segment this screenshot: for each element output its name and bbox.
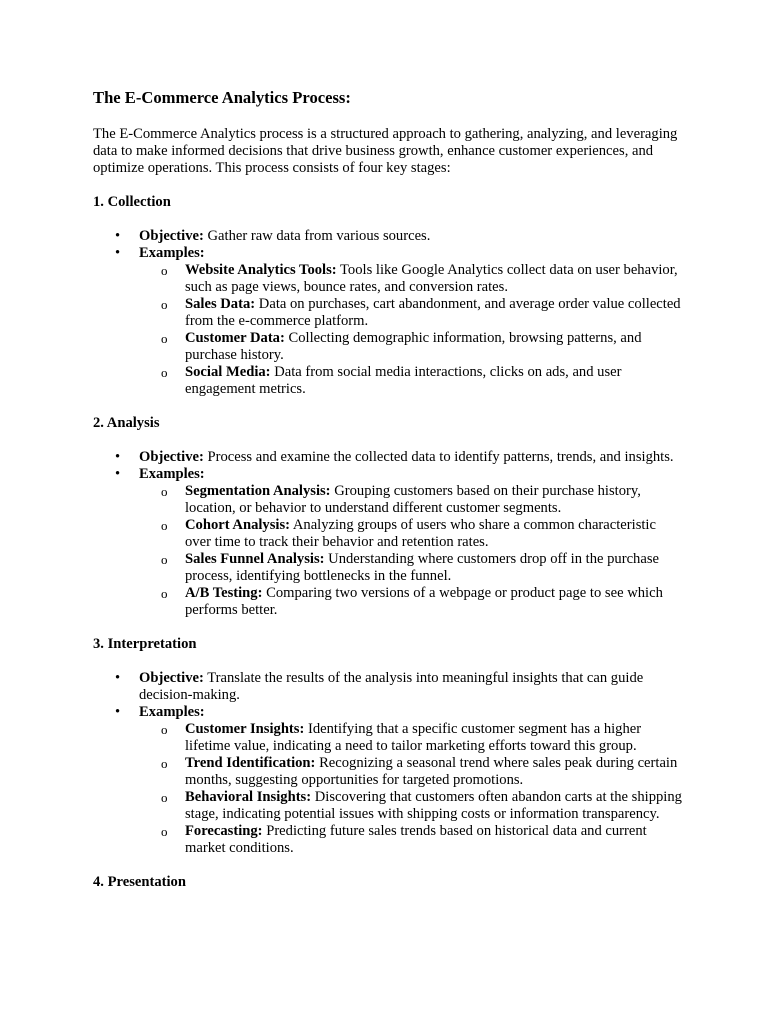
section-list	[93, 670, 683, 857]
bullet-icon: •	[115, 449, 121, 465]
example-text: Tools like Google Analytics collect data on user behavior, such as page views, bounce rates, and conversion rates.	[185, 262, 678, 295]
objective-label: Objective:	[139, 670, 204, 686]
examples-label: Examples:	[139, 466, 205, 482]
bullet-icon: •	[115, 704, 121, 720]
examples-item	[93, 704, 683, 857]
circle-bullet-icon: o	[161, 484, 168, 499]
example-text: Data from social media interactions, clicks on ads, and user engagement metrics.	[185, 364, 622, 397]
example-term: Customer Data:	[185, 330, 285, 346]
document-title: The E-Commerce Analytics Process:	[93, 88, 351, 107]
example-text: Recognizing a seasonal trend where sales peak during certain months, suggesting opportunities for targeted promotions.	[185, 755, 678, 788]
example-item	[139, 551, 683, 585]
circle-bullet-icon: o	[161, 297, 168, 312]
section-list	[93, 449, 683, 619]
example-text: Analyzing groups of users who share a common characteristic over time to track their behavior and retention rates.	[185, 517, 656, 550]
example-term: Trend Identification:	[185, 755, 316, 771]
example-term: Sales Funnel Analysis:	[185, 551, 325, 567]
objective-item	[93, 449, 683, 466]
example-text: Predicting future sales trends based on historical data and current market conditions.	[185, 823, 647, 856]
example-text: Discovering that customers often abandon carts at the shipping stage, indicating potential issues with shipping costs or information transparency.	[185, 789, 682, 822]
objective-label: Objective:	[139, 228, 204, 244]
section-list	[93, 228, 683, 398]
bullet-icon: •	[115, 228, 121, 244]
circle-bullet-icon: o	[161, 756, 168, 771]
example-item	[139, 755, 683, 789]
example-text: Identifying that a specific customer segment has a higher lifetime value, indicating a need to tailor marketing efforts toward this group.	[185, 721, 642, 754]
objective-item	[93, 670, 683, 704]
circle-bullet-icon: o	[161, 365, 168, 380]
examples-item	[93, 245, 683, 398]
intro-paragraph: The E-Commerce Analytics process is a structured approach to gathering, analyzing, and leveraging data to make informed decisions that drive business growth, enhance customer experiences, and optimize operations. This process consists of four key stages:	[93, 126, 678, 176]
example-term: Cohort Analysis:	[185, 517, 291, 533]
example-item	[139, 517, 683, 551]
objective-text: Translate the results of the analysis into meaningful insights that can guide decision-making.	[139, 670, 644, 703]
example-item	[139, 296, 683, 330]
example-item	[139, 585, 683, 619]
example-term: Segmentation Analysis:	[185, 483, 331, 499]
example-item	[139, 262, 683, 296]
example-term: Behavioral Insights:	[185, 789, 312, 805]
circle-bullet-icon: o	[161, 790, 168, 805]
examples-item	[93, 466, 683, 619]
circle-bullet-icon: o	[161, 824, 168, 839]
examples-list	[139, 721, 683, 857]
example-text: Grouping customers based on their purchase history, location, or behavior to understand different customer segments.	[185, 483, 641, 516]
example-text: Comparing two versions of a webpage or product page to see which performs better.	[185, 585, 663, 618]
examples-list	[139, 483, 683, 619]
example-text: Collecting demographic information, browsing patterns, and purchase history.	[185, 330, 642, 363]
example-item	[139, 823, 683, 857]
examples-list	[139, 262, 683, 398]
section-heading: 1. Collection	[93, 194, 171, 210]
example-term: Customer Insights:	[185, 721, 305, 737]
circle-bullet-icon: o	[161, 722, 168, 737]
circle-bullet-icon: o	[161, 586, 168, 601]
circle-bullet-icon: o	[161, 552, 168, 567]
example-term: Social Media:	[185, 364, 271, 380]
bullet-icon: •	[115, 466, 121, 482]
example-item	[139, 721, 683, 755]
example-term: Sales Data:	[185, 296, 256, 312]
circle-bullet-icon: o	[161, 331, 168, 346]
example-item	[139, 483, 683, 517]
circle-bullet-icon: o	[161, 263, 168, 278]
document-content	[93, 88, 683, 908]
objective-text: Process and examine the collected data to identify patterns, trends, and insights.	[207, 449, 674, 465]
examples-label: Examples:	[139, 704, 205, 720]
examples-label: Examples:	[139, 245, 205, 261]
objective-label: Objective:	[139, 449, 204, 465]
example-term: Forecasting:	[185, 823, 263, 839]
example-item	[139, 364, 683, 398]
objective-item	[93, 228, 683, 245]
circle-bullet-icon: o	[161, 518, 168, 533]
objective-text: Gather raw data from various sources.	[207, 228, 431, 244]
bullet-icon: •	[115, 670, 121, 686]
example-term: A/B Testing:	[185, 585, 263, 601]
example-term: Website Analytics Tools:	[185, 262, 337, 278]
sections-container	[93, 194, 683, 891]
example-item	[139, 789, 683, 823]
example-text: Understanding where customers drop off in the purchase process, identifying bottlenecks in the funnel.	[185, 551, 659, 584]
example-text: Data on purchases, cart abandonment, and average order value collected from the e-commerce platform.	[185, 296, 681, 329]
section-heading: 2. Analysis	[93, 415, 160, 431]
bullet-icon: •	[115, 245, 121, 261]
section-heading: 3. Interpretation	[93, 636, 197, 652]
section-heading: 4. Presentation	[93, 874, 186, 890]
example-item	[139, 330, 683, 364]
